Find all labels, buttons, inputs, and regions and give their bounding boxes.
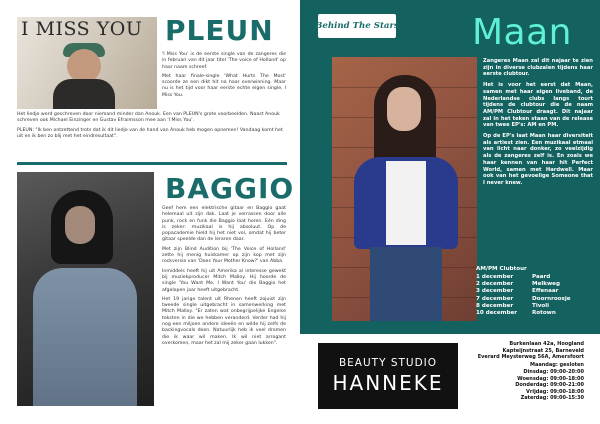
ad-address: Kapteijnstraat 25, Barneveld bbox=[502, 347, 584, 354]
maan-article bbox=[483, 58, 593, 191]
baggio-photo bbox=[17, 172, 154, 406]
pleun-photo bbox=[17, 17, 157, 109]
tour-venue: Melkweg bbox=[532, 281, 560, 288]
photo-face bbox=[65, 206, 95, 244]
pleun-photo-caption: I MISS YOU bbox=[21, 18, 143, 40]
tour-date-row bbox=[476, 281, 596, 288]
baggio-paragraph: Met zijn Blind Audition bij 'The Voice of Holland' zette hij menig huiskamer op zijn kop met zijn rockversie van 'Does Your Mother Know?' van Abba. bbox=[162, 246, 286, 265]
tour-venue: Doornroosje bbox=[532, 295, 571, 302]
pleun-paragraph: Met haar finale-single 'What Hurts The Most' scoorde ze een dikt hit na haar overwinning. Maar nu is het tijd voor haar eerste echte eigen single, I Miss You. bbox=[162, 73, 286, 98]
right-page bbox=[300, 0, 600, 424]
pleun-article-bottom bbox=[17, 112, 287, 143]
maan-panel bbox=[300, 0, 600, 334]
tour-date-row bbox=[476, 288, 596, 295]
baggio-paragraph: Geef hem een elektrische gitaar en Baggio gaat helemaal uit zijn dak. Laat je verrassen door alle punk, rock en funk die Baggio laat horen. Eén ding is zeker: muzikaal is hij absoluut. Op de popacademie hield hij het niet vol, omdat hij beter gitaar speelde dan de leraren daar. bbox=[162, 206, 286, 243]
maan-paragraph: Het is voor het eerst dat Maan, samen met haar eigen liveband, de Nederlandse clubs langs tourt tijdens de clubtour die de naam AM/PM Clubtour draagt. Dit najaar zal in het teken staan van de release van twee EP's: AM en PM. bbox=[483, 82, 593, 129]
pleun-article bbox=[162, 52, 286, 102]
tour-date-row bbox=[476, 296, 596, 303]
baggio-paragraph: Het 19 jarige talent uit Rhenen heeft zojuist zijn tweede single uitgebracht in samenwerking met Mitch Malloy. "Er zaten wat onbegrijpelijke Engelse teksten in die we hebben veranderd. Verder had hij nog een miljoen andere ideeën en wilde hij zelfs de backingvocals doen. Natuurlijk heb ik veel dromen die ik waar wil maken. Ik wil niet arrogant overkomen, maar het zal mij zeker gaan lukken". bbox=[162, 296, 286, 346]
baggio-article bbox=[162, 206, 286, 350]
ad-hours-title: Maandag: gesloten bbox=[530, 362, 584, 368]
pleun-paragraph: 'I Miss You' is de eerste single van de zangeres die in februari van dit jaar titel 'The voice of Holland' op haar naam schreef. bbox=[162, 52, 286, 70]
ad-addresses bbox=[464, 341, 584, 361]
tour-date: 2 december bbox=[476, 281, 514, 288]
maan-paragraph: Op de EP's laat Maan haar diversiteit als artiest zien. Een muzikaal etmaal van licht naar donker, zo veelzijdig als de zangeres zelf is. En zoals we haar kennen van haar hit Perfect World, samen met Hardwell. Maar ook van het gevoelige Someone that I never knew. bbox=[483, 133, 593, 186]
beauty-studio-ad bbox=[318, 343, 458, 409]
tour-date-row bbox=[476, 303, 596, 310]
pleun-paragraph: Het liedje werd geschreven door niemand minder dan Anouk. Een van PLEUN's grote voorbeelden. Naast Anouk schreven ook Michael Einzinger en Gustav Efraimsson mee aan 'I Miss You'. bbox=[17, 112, 280, 124]
ad-hours-item: Donderdag: 09:00-21:00 bbox=[515, 382, 584, 389]
pleun-title: PLEUN bbox=[165, 14, 274, 47]
ad-top-text: BEAUTY STUDIO bbox=[338, 357, 438, 369]
tour-venue: Paard bbox=[532, 274, 551, 280]
tour-date: 7 december bbox=[476, 295, 514, 302]
photo-jeans bbox=[370, 247, 442, 321]
section-divider bbox=[17, 162, 287, 165]
ad-brand-name: HANNEKE bbox=[332, 371, 444, 395]
tour-venue: Effenaar bbox=[532, 288, 559, 295]
tour-venue: Tivoli bbox=[532, 302, 550, 309]
tour-date-row bbox=[476, 310, 596, 317]
ad-hours-item: Zaterdag: 09:00-15:30 bbox=[520, 395, 584, 402]
ad-hours-item: Dinsdag: 09:00-20:00 bbox=[523, 369, 584, 375]
pleun-quote: PLEUN: "Ik ben ontzettend trots dat ik dit liedje van de hand van Anouk heb mogen opnemen! Vandaag komt het uit en ik ben zo blij met het eindresultaat". bbox=[17, 127, 283, 139]
photo-body bbox=[53, 79, 115, 109]
ad-address: Burkenlaan 42a, Hoogland bbox=[509, 341, 584, 347]
ad-hours-item: Woensdag: 09:00-18:00 bbox=[517, 375, 584, 382]
tour-date-row bbox=[476, 274, 596, 281]
maan-paragraph: Zangeres Maan zal dit najaar te zien zijn in diverse clubzalen tijdens haar eerste clubtour. bbox=[483, 58, 593, 78]
baggio-paragraph: Inmiddels heeft hij uit Amerika al interesse gewekt bij muziekproducer Mitch Malloy. Hij hoorde de single 'You Want Me, I Want You' die Baggio het afgelopen jaar heeft uitgebracht. bbox=[162, 268, 286, 293]
ad-opening-hours bbox=[464, 369, 584, 402]
baggio-title: BAGGIO bbox=[165, 172, 295, 205]
ad-hours-item: Vrijdag: 09:00-18:00 bbox=[526, 388, 584, 395]
photo-shirt bbox=[386, 161, 426, 245]
logo-text: Behind The Stars bbox=[315, 21, 399, 31]
tour-date: 10 december bbox=[476, 310, 518, 317]
tour-venue: Rotown bbox=[532, 310, 556, 317]
photo-face bbox=[387, 87, 421, 131]
tour-date: 8 december bbox=[476, 302, 514, 309]
behind-the-stars-logo bbox=[315, 14, 399, 38]
clubtour-list bbox=[476, 274, 596, 317]
ad-address: Everard Meysterweg 56A, Amersfoort bbox=[477, 354, 584, 361]
photo-jacket bbox=[33, 268, 137, 406]
tour-date: 1 december bbox=[476, 274, 514, 280]
clubtour-title: AM/PM Clubtour bbox=[476, 266, 527, 272]
photo-face bbox=[67, 49, 101, 83]
tour-date: 3 december bbox=[476, 288, 514, 295]
maan-photo bbox=[332, 57, 477, 321]
maan-title: Maan bbox=[472, 12, 572, 53]
